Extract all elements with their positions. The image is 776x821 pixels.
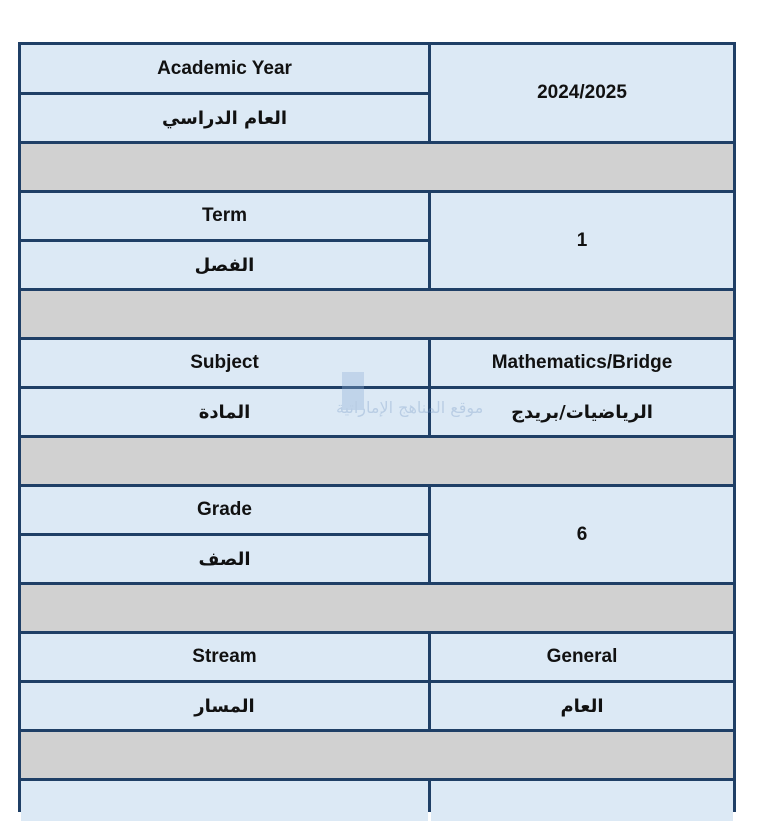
term-value-text: 1 — [576, 229, 588, 251]
grade-label-ar — [21, 536, 428, 582]
stream-label-ar-text: المسار — [194, 695, 255, 717]
academic-year-label-ar-text: العام الدراسي — [161, 107, 288, 129]
grade-value — [431, 487, 733, 582]
separator-3 — [21, 438, 733, 484]
separator-4 — [21, 585, 733, 631]
separator-1 — [21, 144, 733, 190]
stream-label-en — [21, 634, 428, 680]
term-label-en — [21, 193, 428, 239]
subject-label-ar — [21, 389, 428, 435]
separator-5 — [21, 732, 733, 778]
subject-value-ar-text: الرياضيات/بريدج — [511, 401, 653, 423]
academic-year-label-en-text: Academic Year — [157, 57, 292, 79]
stream-value-ar-text: العام — [560, 695, 604, 717]
subject-value-en — [431, 340, 733, 386]
term-value — [431, 193, 733, 288]
info-table — [18, 42, 736, 812]
next-row-left — [21, 781, 428, 821]
term-label-en-text: Term — [201, 205, 248, 226]
grade-label-ar-text: الصف — [198, 548, 251, 570]
stream-value-en-text: General — [546, 646, 618, 667]
grade-label-en — [21, 487, 428, 533]
stream-label-en-text: Stream — [192, 646, 257, 667]
subject-value-ar — [431, 389, 733, 435]
watermark-text: موقع المناهج الإماراتية — [336, 398, 484, 417]
separator-2 — [21, 291, 733, 337]
grade-value-text: 6 — [576, 523, 588, 545]
term-label-ar — [21, 242, 428, 288]
next-row-right — [431, 781, 733, 821]
academic-year-label-en — [21, 45, 428, 92]
academic-year-value-text: 2024/2025 — [537, 82, 627, 103]
stream-value-en — [431, 634, 733, 680]
stream-value-ar — [431, 683, 733, 729]
subject-label-en — [21, 340, 428, 386]
subject-value-en-text: Mathematics/Bridge — [491, 352, 673, 373]
grade-label-en-text: Grade — [197, 499, 252, 520]
academic-year-value — [431, 45, 733, 141]
subject-label-ar-text: المادة — [198, 401, 251, 423]
subject-label-en-text: Subject — [190, 352, 259, 373]
term-label-ar-text: الفصل — [194, 254, 255, 276]
stream-label-ar — [21, 683, 428, 729]
academic-year-label-ar — [21, 95, 428, 141]
